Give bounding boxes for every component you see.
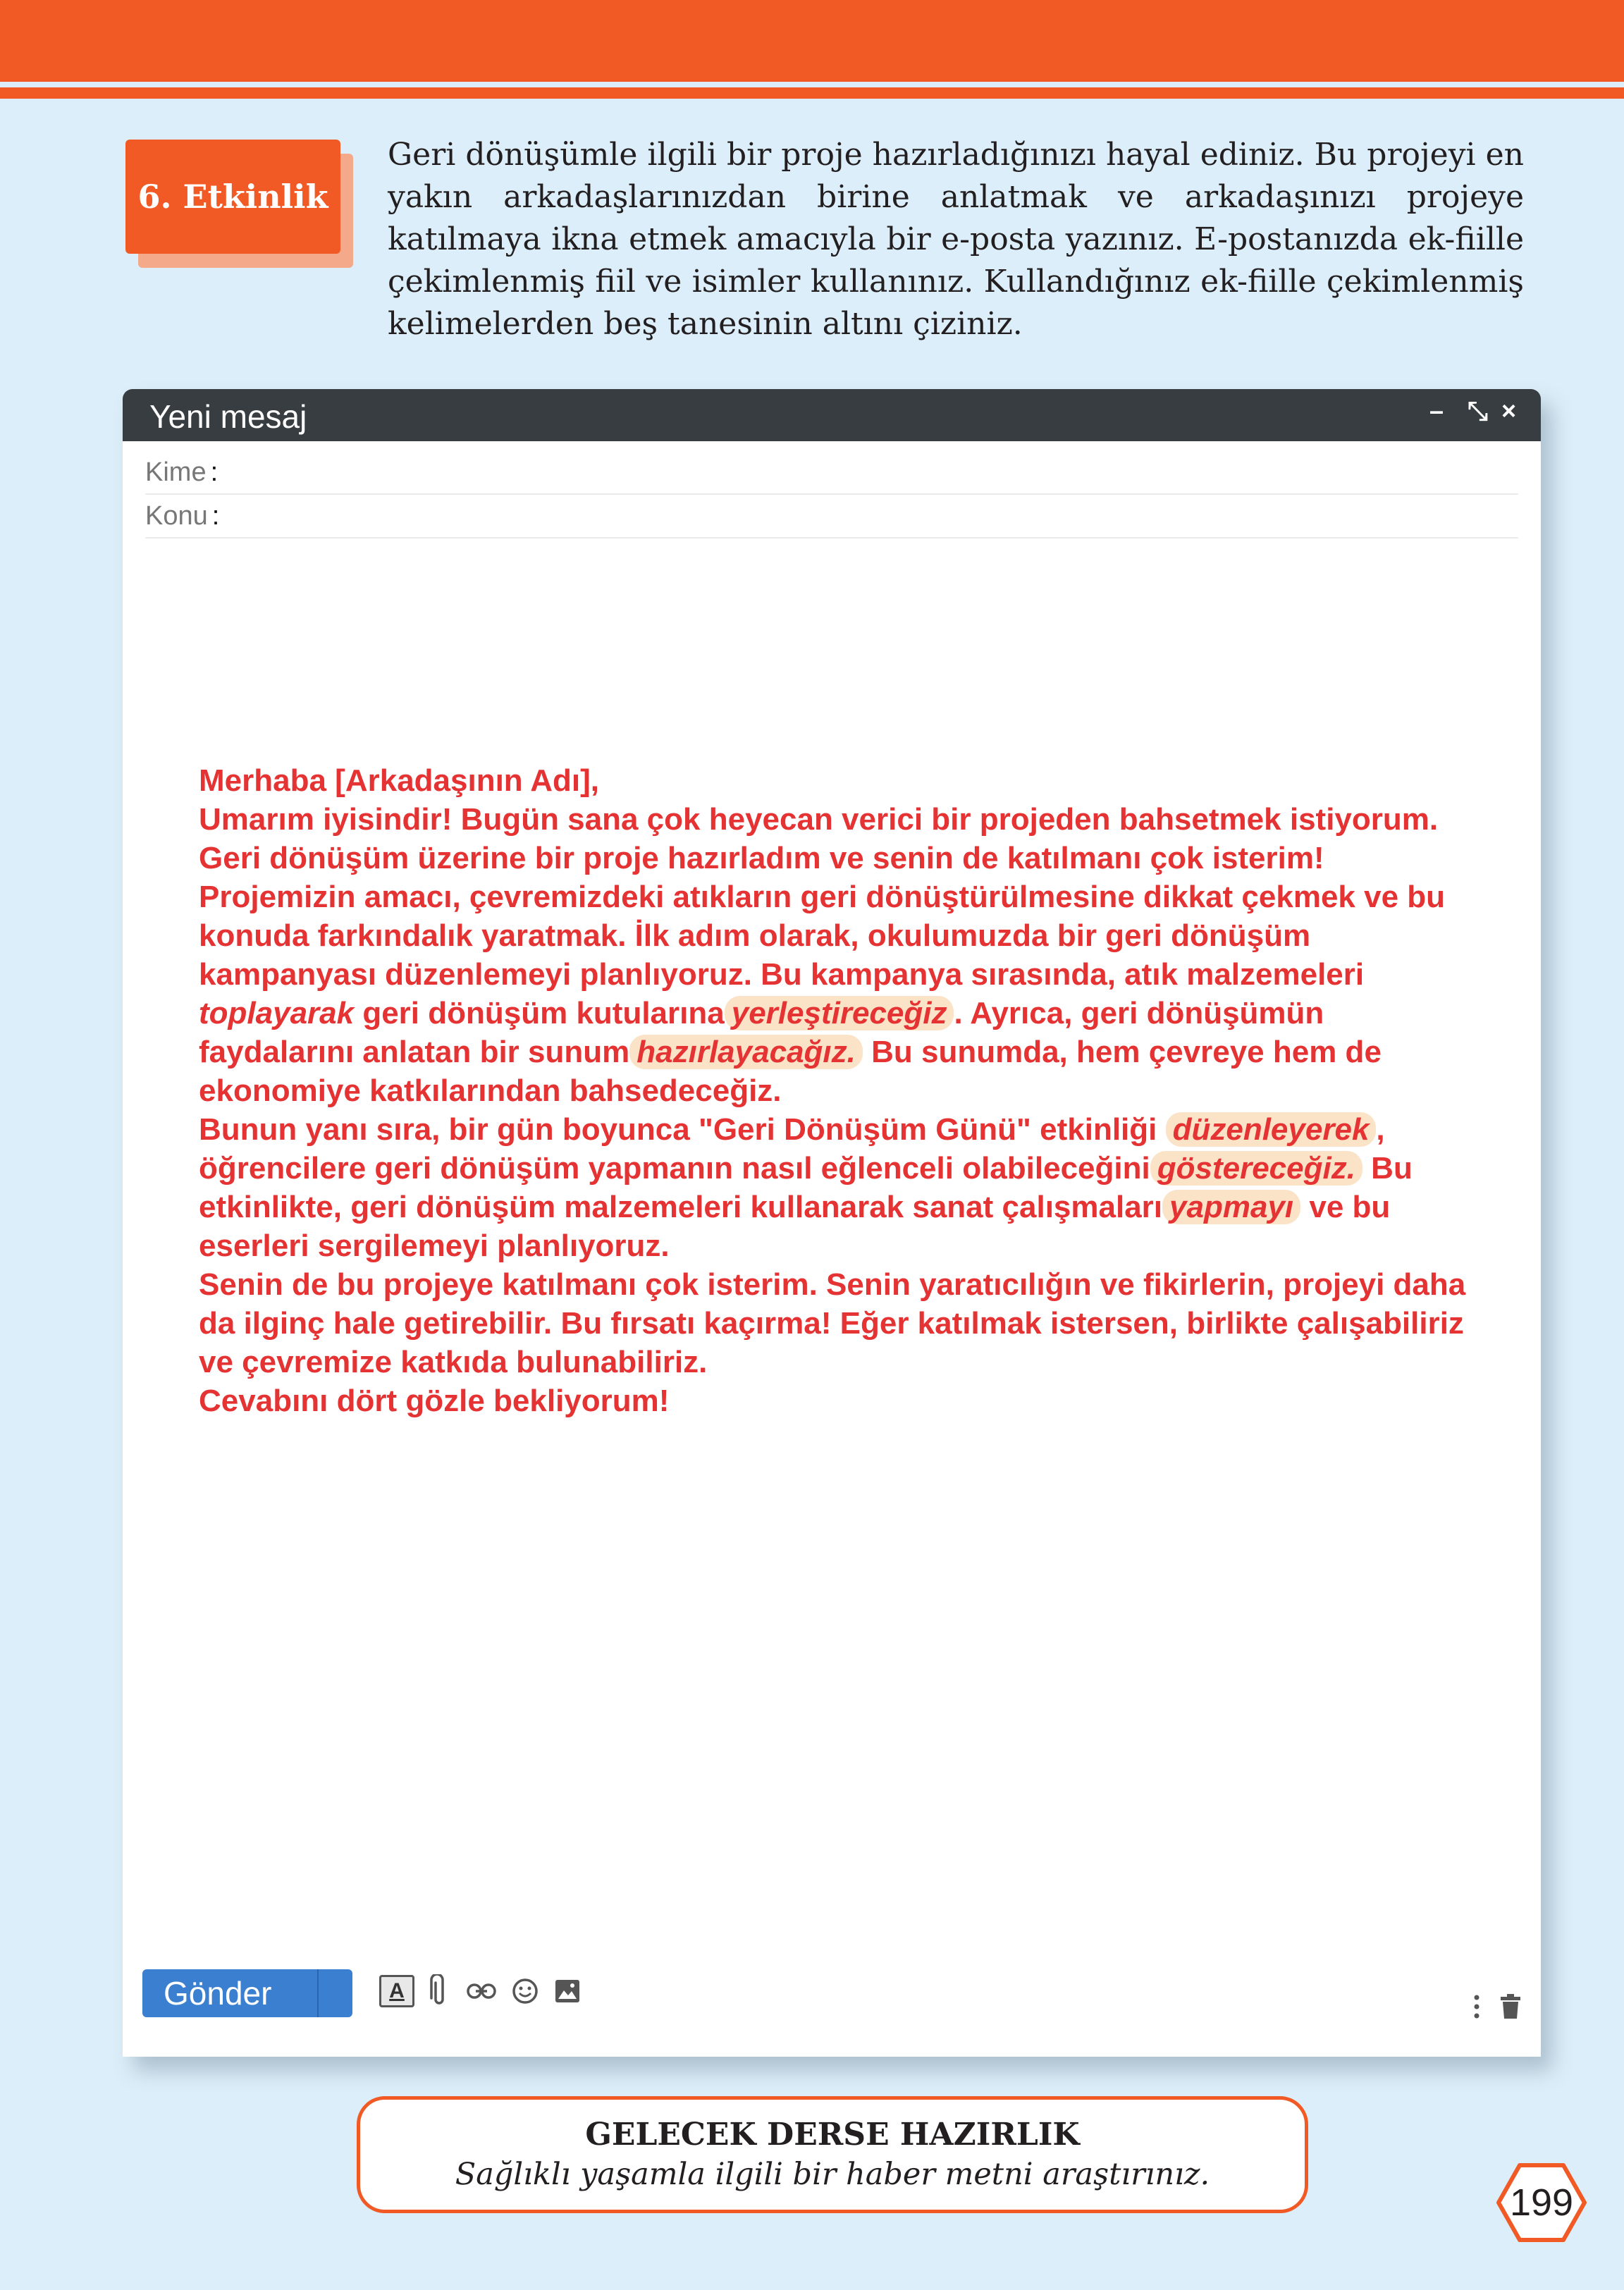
p3-text-b: , öğrencilere geri dönüşüm yapmanın nasıl eğlenceli olabileceğini xyxy=(199,1112,1385,1186)
send-label: Gönder xyxy=(164,1975,272,2012)
greeting: Merhaba [Arkadaşının Adı], xyxy=(199,763,600,798)
p2-italic-word: toplayarak xyxy=(199,996,355,1030)
image-icon[interactable] xyxy=(550,1974,585,2009)
page-number xyxy=(1496,2162,1587,2243)
header-rule xyxy=(0,87,1624,99)
compose-title: Yeni mesaj xyxy=(149,398,307,435)
subject-label: Konu xyxy=(145,501,208,531)
trash-icon[interactable] xyxy=(1493,1989,1528,2024)
emoji-icon[interactable] xyxy=(508,1974,543,2009)
p3-text-c: Bu etkinlikte, geri dönüşüm malzemeleri kullanarak sanat çalışmaları xyxy=(199,1151,1413,1224)
next-lesson-box xyxy=(357,2096,1308,2213)
highlighted-word: yerleştireceğiz xyxy=(725,996,954,1030)
paragraph-1: Umarım iyisindir! Bugün sana çok heyecan verici bir projeden bahsetmek istiyorum. Geri dönüşüm üzerine bir proje hazırladım ve senin de katılmanı çok isterim! xyxy=(199,802,1439,875)
highlighted-word: yapmayı xyxy=(1162,1190,1300,1224)
closing-line: Cevabını dört gözle bekliyorum! xyxy=(199,1384,670,1418)
p3-text-a: Bunun yanı sıra, bir gün boyunca "Geri Dönüşüm Günü" etkinliği xyxy=(199,1112,1166,1147)
next-lesson-task: Sağlıklı yaşamla ilgili bir haber metni araştırınız. xyxy=(455,2157,1210,2192)
format-text-icon[interactable] xyxy=(379,1974,414,2009)
page-number-text: 199 xyxy=(1509,2181,1574,2224)
activity-badge: 6. Etkinlik xyxy=(125,140,340,254)
message-body[interactable] xyxy=(199,761,1468,1420)
next-lesson-title: GELECEK DERSE HAZIRLIK xyxy=(585,2117,1080,2153)
activity-instructions: Geri dönüşümle ilgili bir proje hazırladığınızı hayal ediniz. Bu projeyi en yakın arkadaşlarınızdan birine anlatmak ve arkadaşınızı projeye katılmaya ikna etmek amacıyla bir e-posta yazınız. E-postanızda ek-fiille çekimlenmiş fiil ve isimler kullanınız. Kullandığınız ek-fiille çekimlenmiş kelimelerden beş tanesinin altını çiziniz. xyxy=(388,137,1524,342)
p2-text-c: . Ayrıca, geri dönüşümün faydalarını anlatan bir sunum xyxy=(199,996,1324,1069)
attach-icon[interactable] xyxy=(422,1974,457,2009)
highlighted-word: hazırlayacağız. xyxy=(629,1035,863,1069)
subject-field[interactable] xyxy=(145,495,1518,538)
to-field[interactable] xyxy=(145,451,1518,495)
send-options-divider xyxy=(317,1969,319,2017)
close-icon[interactable]: × xyxy=(1501,396,1517,425)
highlighted-word: düzenleyerek xyxy=(1166,1112,1377,1147)
compose-titlebar xyxy=(123,389,1541,441)
p2-text-d: Bu sunumda, hem çevreye hem de ekonomiye katkılarından bahsedeceğiz. xyxy=(199,1035,1382,1108)
p2-text-b: geri dönüşüm kutularına xyxy=(354,996,725,1030)
format-glyph: A xyxy=(379,1975,414,2007)
link-icon[interactable] xyxy=(464,1974,499,2009)
subject-colon: : xyxy=(211,501,220,531)
paragraph-4: Senin de bu projeye katılmanı çok isterim. Senin yaratıcılığın ve fikirlerin, projeyi daha da ilginç hale getirebilir. Bu fırsatı kaçırma! Eğer katılmak istersen, birlikte çalışabiliriz ve çevremize katkıda bulunabiliriz. xyxy=(199,1267,1466,1379)
more-icon[interactable] xyxy=(1459,1989,1494,2024)
paragraph-3 xyxy=(199,1110,1468,1265)
to-colon: : xyxy=(210,457,219,487)
minimize-icon[interactable]: – xyxy=(1429,396,1444,425)
expand-icon[interactable]: ⤡ xyxy=(1468,396,1488,425)
p2-text-a: Projemizin amacı, çevremizdeki atıkların geri dönüştürülmesine dikkat çekmek ve bu konuda farkındalık yaratmak. İlk adım olarak, okulumuzda bir geri dönüşüm kampanyası düzenlemeyi planlıyoruz. Bu kampanya sırasında, atık malzemeleri xyxy=(199,880,1446,992)
p3-text-d: ve bu eserleri sergilemeyi planlıyoruz. xyxy=(199,1190,1391,1263)
compose-window xyxy=(123,389,1541,2057)
paragraph-2 xyxy=(199,878,1468,1110)
header-band xyxy=(0,0,1624,82)
highlighted-word: göstereceğiz. xyxy=(1150,1151,1362,1186)
send-button[interactable] xyxy=(142,1969,352,2017)
to-label: Kime xyxy=(145,457,207,487)
